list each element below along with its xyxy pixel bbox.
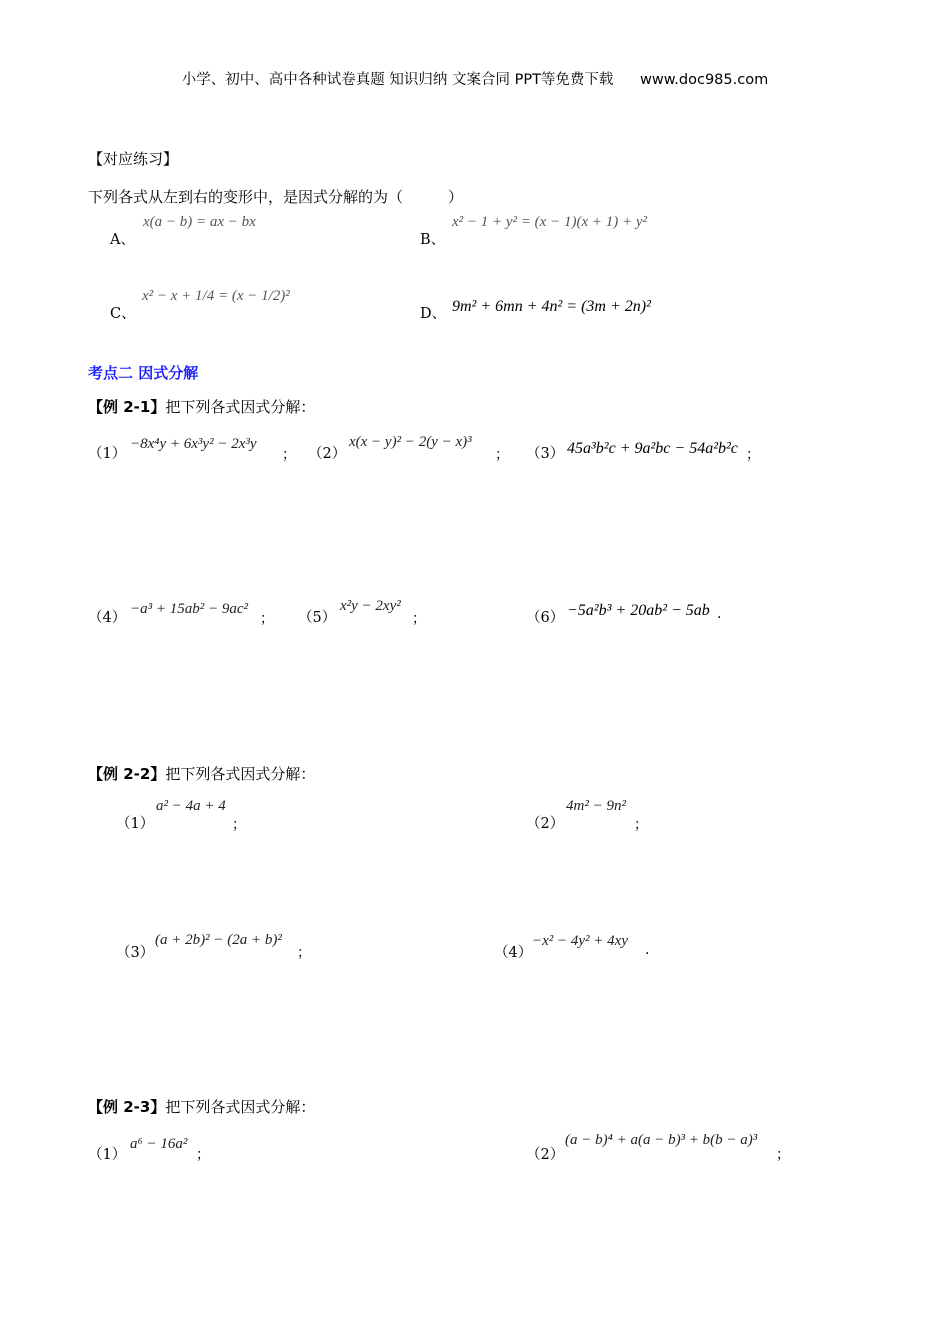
option-b-expr: x² − 1 + y² = (x − 1)(x + 1) + y² bbox=[452, 214, 647, 230]
ex22-item1-num: （1） bbox=[116, 816, 155, 832]
page-header bbox=[0, 68, 950, 89]
ex23-item2-expr: (a − b)⁴ + a(a − b)³ + b(b − a)³ bbox=[565, 1132, 758, 1148]
ex22-item1-expr: a² − 4a + 4 bbox=[156, 798, 226, 814]
ex22-item3-num: （3） bbox=[116, 945, 155, 961]
practice-question: 下列各式从左到右的变形中，是因式分解的为（ ） bbox=[88, 188, 464, 206]
ex21-item2-end: ； bbox=[495, 447, 509, 463]
ex22-item4-end: . bbox=[645, 942, 650, 958]
ex21-item6-end: . bbox=[717, 606, 722, 622]
ex23-item1-num: （1） bbox=[88, 1147, 127, 1163]
header-text: 小学、初中、高中各种试卷真题 知识归纳 文案合同 PPT等免费下载 bbox=[181, 72, 614, 88]
ex23-item1-end: ； bbox=[196, 1147, 210, 1163]
ex21-item2-expr: x(x − y)² − 2(y − x)³ bbox=[349, 434, 472, 450]
ex22-item4-num: （4） bbox=[494, 945, 533, 961]
ex21-item3-end: ； bbox=[746, 447, 760, 463]
ex23-item2-num: （2） bbox=[526, 1147, 565, 1163]
ex21-item5-end: ； bbox=[412, 611, 426, 627]
practice-title: 【对应练习】 bbox=[88, 150, 179, 168]
example-2-2-tag: 【例 2-2】 bbox=[88, 765, 166, 783]
example-2-1-title bbox=[88, 396, 315, 417]
ex21-item2-num: （2） bbox=[308, 446, 347, 462]
ex21-item4-expr: −a³ + 15ab² − 9ac² bbox=[130, 601, 249, 617]
ex21-item6-expr: −5a²b³ + 20ab² − 5ab bbox=[567, 602, 710, 619]
option-d-label: D、 bbox=[420, 306, 447, 322]
example-2-3-tag: 【例 2-3】 bbox=[88, 1098, 166, 1116]
ex23-item2-end: ； bbox=[776, 1147, 790, 1163]
ex22-item4-expr: −x² − 4y² + 4xy bbox=[532, 933, 628, 949]
section-title: 考点二 因式分解 bbox=[88, 364, 199, 382]
ex21-item4-end: ； bbox=[260, 611, 274, 627]
option-d-expr: 9m² + 6mn + 4n² = (3m + 2n)² bbox=[452, 298, 651, 315]
ex22-item2-num: （2） bbox=[526, 816, 565, 832]
ex23-item1-expr: a⁶ − 16a² bbox=[130, 1136, 188, 1152]
ex21-item1-end: ； bbox=[282, 447, 296, 463]
ex22-item1-end: ； bbox=[232, 817, 246, 833]
ex22-item3-expr: (a + 2b)² − (2a + b)² bbox=[155, 932, 282, 948]
ex22-item2-expr: 4m² − 9n² bbox=[566, 798, 626, 814]
ex21-item3-num: （3） bbox=[526, 446, 565, 462]
ex21-item4-num: （4） bbox=[88, 610, 127, 626]
option-a-label: A、 bbox=[110, 232, 135, 248]
ex22-item2-end: ； bbox=[634, 817, 648, 833]
ex21-item5-num: （5） bbox=[298, 610, 337, 626]
ex21-item1-expr: −8x⁴y + 6x³y² − 2x³y bbox=[130, 436, 257, 452]
ex22-item3-end: ； bbox=[297, 945, 311, 961]
example-2-2-instruction: 把下列各式因式分解： bbox=[165, 765, 316, 783]
example-2-1-instruction: 把下列各式因式分解： bbox=[165, 398, 316, 416]
example-2-3-instruction: 把下列各式因式分解： bbox=[165, 1098, 316, 1116]
option-b-label: B、 bbox=[420, 232, 446, 248]
option-a-expr: x(a − b) = ax − bx bbox=[143, 214, 256, 230]
ex21-item1-num: （1） bbox=[88, 446, 127, 462]
ex21-item3-expr: 45a³b²c + 9a²bc − 54a²b²c bbox=[567, 440, 738, 457]
example-2-3-title bbox=[88, 1096, 315, 1117]
option-c-expr: x² − x + 1/4 = (x − 1/2)² bbox=[142, 288, 290, 304]
option-c-label: C、 bbox=[110, 306, 136, 322]
example-2-1-tag: 【例 2-1】 bbox=[88, 398, 166, 416]
header-site-link[interactable]: www.doc985.com bbox=[640, 72, 769, 88]
ex21-item5-expr: x²y − 2xy² bbox=[340, 598, 401, 614]
ex21-item6-num: （6） bbox=[526, 610, 565, 626]
example-2-2-title bbox=[88, 763, 315, 784]
